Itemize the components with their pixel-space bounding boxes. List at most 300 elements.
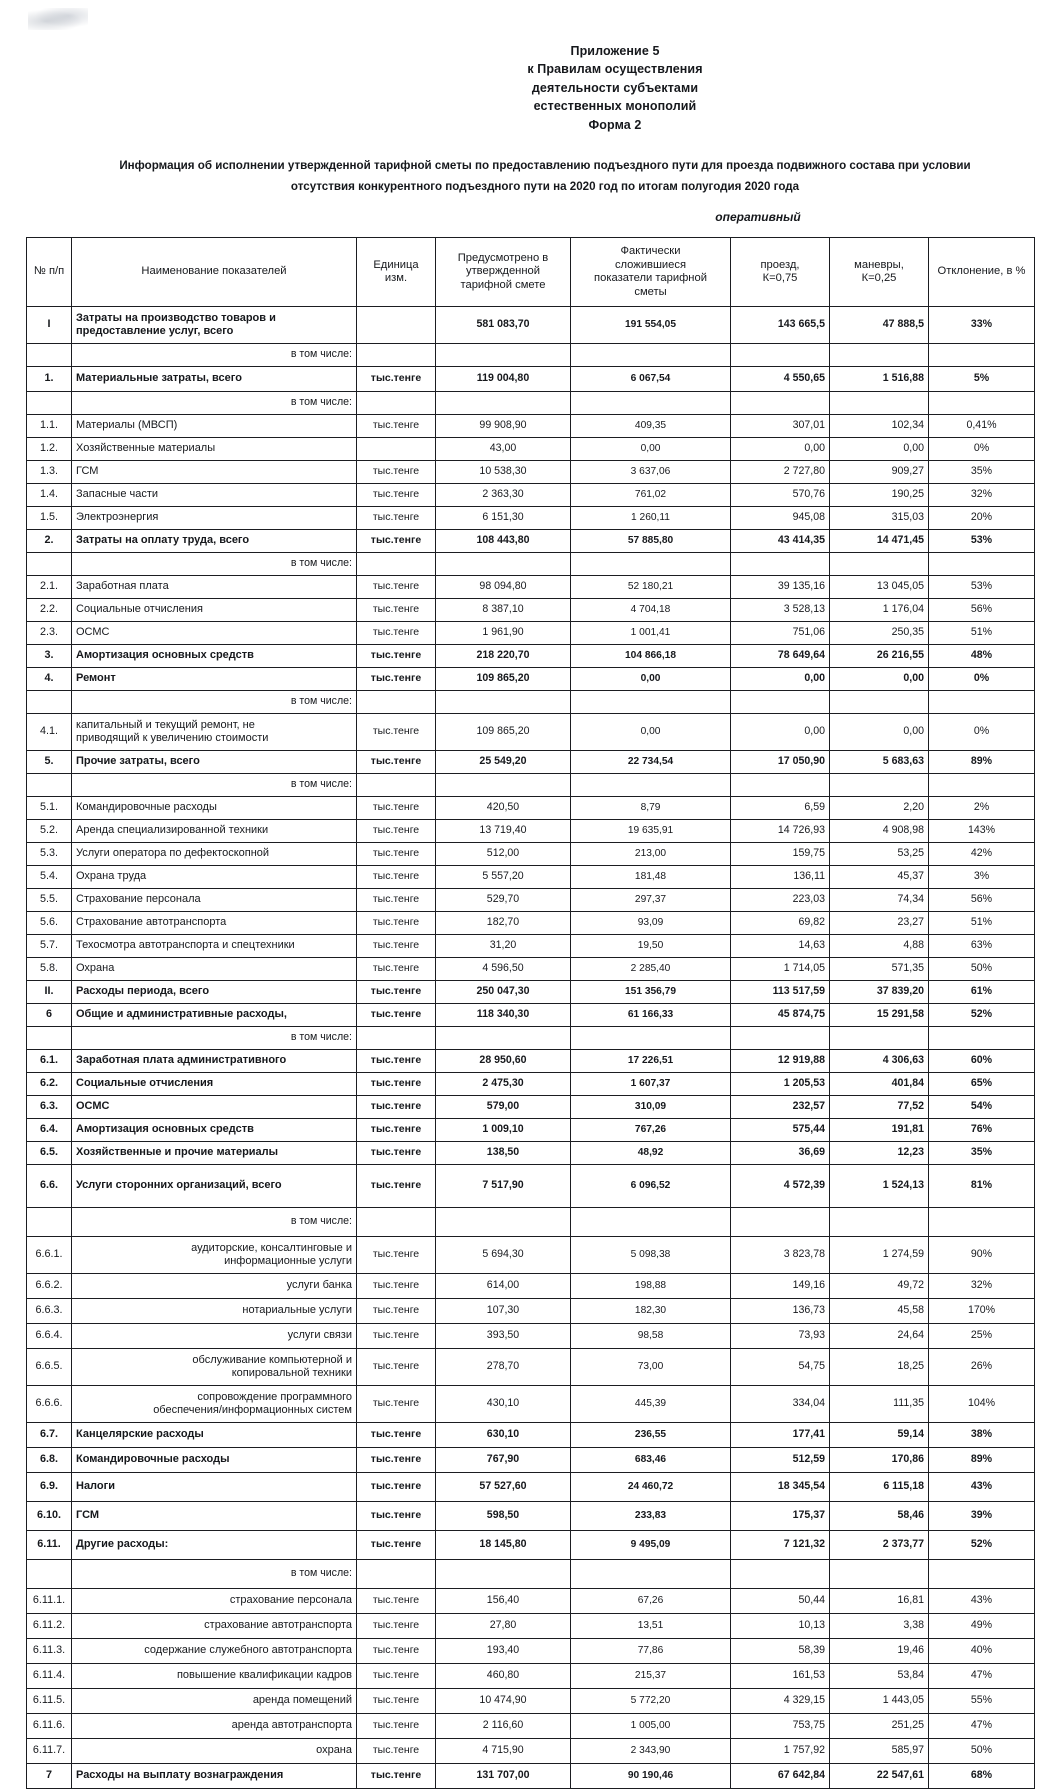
cell-unit: тыс.тенге: [357, 1237, 436, 1274]
table-row: [27, 889, 1035, 912]
cell-num: 6.11.: [27, 1531, 72, 1560]
cell-plan: 581 083,70: [436, 307, 571, 344]
cell-pass: 1 757,92: [731, 1739, 830, 1764]
cell-pass: 334,04: [731, 1386, 830, 1423]
table-row: [27, 1423, 1035, 1448]
cell-dev: 53%: [929, 530, 1035, 553]
cell-fact: 761,02: [571, 484, 731, 507]
cell-man: 4 306,63: [830, 1050, 929, 1073]
cell-name-line-1: сопровождение программного: [197, 1390, 352, 1403]
cell-pass: 0,00: [731, 714, 830, 751]
cell-name: охрана: [72, 1739, 357, 1764]
cell-dev: 0%: [929, 438, 1035, 461]
cell-dev: 52%: [929, 1531, 1035, 1560]
cell-man: 251,25: [830, 1714, 929, 1739]
cell-pass: 161,53: [731, 1664, 830, 1689]
cell-dev: 43%: [929, 1589, 1035, 1614]
table-row: [27, 912, 1035, 935]
cell-man: 22 547,61: [830, 1764, 929, 1789]
cell-pass: 570,76: [731, 484, 830, 507]
cell-name: Другие расходы:: [72, 1531, 357, 1560]
cell-pass: 12 919,88: [731, 1050, 830, 1073]
col-header-passage: [731, 238, 830, 307]
cell-fact: 236,55: [571, 1423, 731, 1448]
col-header-unit-line-1: Единица: [373, 258, 419, 271]
table-row: [27, 553, 1035, 576]
cell-pass: 45 874,75: [731, 1004, 830, 1027]
cell-num: [27, 1560, 72, 1589]
cell-plan: [436, 774, 571, 797]
cell-unit: тыс.тенге: [357, 367, 436, 392]
cell-unit: тыс.тенге: [357, 484, 436, 507]
cell-unit: тыс.тенге: [357, 1386, 436, 1423]
col-header-passage-line-1: проезд,: [760, 258, 800, 271]
cell-name: Прочие затраты, всего: [72, 751, 357, 774]
cell-man: 2,20: [830, 797, 929, 820]
table-row: [27, 1208, 1035, 1237]
cell-dev: 54%: [929, 1096, 1035, 1119]
cell-name: нотариальные услуги: [72, 1299, 357, 1324]
cell-dev: 51%: [929, 912, 1035, 935]
cell-name: Страхование автотранспорта: [72, 912, 357, 935]
cell-num: 5.1.: [27, 797, 72, 820]
cell-name: [72, 307, 357, 344]
cell-unit: тыс.тенге: [357, 576, 436, 599]
cell-num: [27, 392, 72, 415]
cell-plan: 460,80: [436, 1664, 571, 1689]
cell-num: 6.11.3.: [27, 1639, 72, 1664]
cell-pass: [731, 553, 830, 576]
cell-unit: тыс.тенге: [357, 1531, 436, 1560]
cell-pass: 751,06: [731, 622, 830, 645]
cell-unit: [357, 553, 436, 576]
cell-num: I: [27, 307, 72, 344]
cell-plan: 27,80: [436, 1614, 571, 1639]
cell-dev: 3%: [929, 866, 1035, 889]
cell-plan: 8 387,10: [436, 599, 571, 622]
cell-fact: [571, 1208, 731, 1237]
cell-pass: 307,01: [731, 415, 830, 438]
cell-num: 1.3.: [27, 461, 72, 484]
cell-dev: 43%: [929, 1473, 1035, 1502]
table-row: [27, 981, 1035, 1004]
cell-man: 45,58: [830, 1299, 929, 1324]
cell-name: Услуги оператора по дефектоскопной: [72, 843, 357, 866]
cell-dev: 32%: [929, 484, 1035, 507]
cell-plan: 10 474,90: [436, 1689, 571, 1714]
cell-name: Командировочные расходы: [72, 797, 357, 820]
cell-num: 3.: [27, 645, 72, 668]
cell-dev: [929, 774, 1035, 797]
cell-fact: 198,88: [571, 1274, 731, 1299]
cell-man: 1 516,88: [830, 367, 929, 392]
cell-unit: тыс.тенге: [357, 415, 436, 438]
col-header-actual-line-1: Фактически: [620, 245, 681, 257]
cell-fact: 445,39: [571, 1386, 731, 1423]
cell-pass: 58,39: [731, 1639, 830, 1664]
cell-plan: 4 596,50: [436, 958, 571, 981]
cell-man: 49,72: [830, 1274, 929, 1299]
cell-name: аренда помещений: [72, 1689, 357, 1714]
table-row: [27, 866, 1035, 889]
cell-num: 2.3.: [27, 622, 72, 645]
table-row: [27, 507, 1035, 530]
cell-pass: 4 329,15: [731, 1689, 830, 1714]
cell-plan: 28 950,60: [436, 1050, 571, 1073]
cell-fact: 48,92: [571, 1142, 731, 1165]
cell-man: 37 839,20: [830, 981, 929, 1004]
cell-pass: 7 121,32: [731, 1531, 830, 1560]
table-row: [27, 367, 1035, 392]
col-header-indicator-name: Наименование показателей: [72, 238, 357, 307]
table-row: [27, 1739, 1035, 1764]
cell-dev: 26%: [929, 1349, 1035, 1386]
table-row: [27, 797, 1035, 820]
cell-man: 111,35: [830, 1386, 929, 1423]
cell-name: в том числе:: [72, 1208, 357, 1237]
cell-pass: 149,16: [731, 1274, 830, 1299]
cell-fact: 52 180,21: [571, 576, 731, 599]
cell-pass: 50,44: [731, 1589, 830, 1614]
cell-unit: тыс.тенге: [357, 1639, 436, 1664]
cell-plan: 2 116,60: [436, 1714, 571, 1739]
cell-unit: тыс.тенге: [357, 1473, 436, 1502]
table-row: [27, 1614, 1035, 1639]
cell-unit: тыс.тенге: [357, 1119, 436, 1142]
cell-pass: 136,11: [731, 866, 830, 889]
cell-dev: 20%: [929, 507, 1035, 530]
cell-plan: 393,50: [436, 1324, 571, 1349]
cell-fact: [571, 1560, 731, 1589]
cell-dev: 170%: [929, 1299, 1035, 1324]
cell-man: 5 683,63: [830, 751, 929, 774]
cell-fact: 1 005,00: [571, 1714, 731, 1739]
table-row: [27, 1349, 1035, 1386]
cell-fact: 57 885,80: [571, 530, 731, 553]
cell-dev: 143%: [929, 820, 1035, 843]
cell-name: Электроэнергия: [72, 507, 357, 530]
cell-plan: 598,50: [436, 1502, 571, 1531]
cell-name: [72, 714, 357, 751]
cell-name: в том числе:: [72, 691, 357, 714]
col-header-planned-line-2: утвержденной: [465, 265, 541, 278]
cell-plan: 278,70: [436, 1349, 571, 1386]
cell-name-line-2: обеспечения/информационных систем: [153, 1404, 352, 1416]
table-row: [27, 1473, 1035, 1502]
cell-pass: 1 205,53: [731, 1073, 830, 1096]
cell-unit: тыс.тенге: [357, 1589, 436, 1614]
cell-pass: 175,37: [731, 1502, 830, 1531]
cell-plan: 579,00: [436, 1096, 571, 1119]
cell-name: услуги связи: [72, 1324, 357, 1349]
cell-unit: тыс.тенге: [357, 668, 436, 691]
cell-plan: 512,00: [436, 843, 571, 866]
cell-fact: 93,09: [571, 912, 731, 935]
cell-num: 1.4.: [27, 484, 72, 507]
cell-pass: 945,08: [731, 507, 830, 530]
cell-man: 26 216,55: [830, 645, 929, 668]
col-header-number: № п/п: [27, 238, 72, 307]
cell-name: Социальные отчисления: [72, 599, 357, 622]
cell-dev: 104%: [929, 1386, 1035, 1423]
cell-fact: [571, 392, 731, 415]
table-row: [27, 774, 1035, 797]
cell-pass: 36,69: [731, 1142, 830, 1165]
col-header-actual-line-3: показатели тарифной: [594, 272, 707, 284]
page-title-line-1: Информация об исполнении утвержденной тарифной сметы по предоставлению подъездного пути для проезда подвижного состава при условии: [119, 159, 971, 172]
cell-man: 74,34: [830, 889, 929, 912]
cell-dev: 2%: [929, 797, 1035, 820]
cell-name: услуги банка: [72, 1274, 357, 1299]
col-header-unit-line-2: изм.: [384, 272, 408, 284]
cell-unit: тыс.тенге: [357, 1165, 436, 1208]
cell-name: в том числе:: [72, 553, 357, 576]
cell-plan: 109 865,20: [436, 668, 571, 691]
cell-unit: тыс.тенге: [357, 843, 436, 866]
cell-dev: 5%: [929, 367, 1035, 392]
cell-unit: [357, 1027, 436, 1050]
cell-man: 12,23: [830, 1142, 929, 1165]
cell-fact: 5 772,20: [571, 1689, 731, 1714]
cell-man: 909,27: [830, 461, 929, 484]
cell-pass: 78 649,64: [731, 645, 830, 668]
cell-unit: тыс.тенге: [357, 1689, 436, 1714]
cell-num: 6.11.4.: [27, 1664, 72, 1689]
cell-unit: тыс.тенге: [357, 1073, 436, 1096]
cell-fact: 61 166,33: [571, 1004, 731, 1027]
cell-fact: 73,00: [571, 1349, 731, 1386]
cell-pass: 2 727,80: [731, 461, 830, 484]
cell-unit: тыс.тенге: [357, 889, 436, 912]
cell-num: 5.5.: [27, 889, 72, 912]
cell-man: 19,46: [830, 1639, 929, 1664]
cell-fact: [571, 1027, 731, 1050]
cell-unit: тыс.тенге: [357, 530, 436, 553]
cell-man: [830, 1027, 929, 1050]
cell-pass: 753,75: [731, 1714, 830, 1739]
cell-plan: [436, 553, 571, 576]
cell-name: ГСМ: [72, 461, 357, 484]
cell-name: Расходы периода, всего: [72, 981, 357, 1004]
cell-name: Хозяйственные и прочие материалы: [72, 1142, 357, 1165]
cell-dev: 35%: [929, 461, 1035, 484]
cell-pass: [731, 1208, 830, 1237]
table-row: [27, 645, 1035, 668]
cell-fact: 191 554,05: [571, 307, 731, 344]
cell-man: 13 045,05: [830, 576, 929, 599]
cell-plan: 108 443,80: [436, 530, 571, 553]
cell-plan: 2 475,30: [436, 1073, 571, 1096]
cell-dev: 89%: [929, 1448, 1035, 1473]
table-row: [27, 1096, 1035, 1119]
cell-plan: 31,20: [436, 935, 571, 958]
cell-pass: 54,75: [731, 1349, 830, 1386]
cell-fact: 1 607,37: [571, 1073, 731, 1096]
cell-fact: 22 734,54: [571, 751, 731, 774]
cell-unit: [357, 1208, 436, 1237]
cell-plan: 529,70: [436, 889, 571, 912]
cell-dev: [929, 691, 1035, 714]
cell-fact: 4 704,18: [571, 599, 731, 622]
cell-plan: 10 538,30: [436, 461, 571, 484]
cell-dev: 47%: [929, 1664, 1035, 1689]
cell-num: 1.5.: [27, 507, 72, 530]
cell-fact: 0,00: [571, 668, 731, 691]
cell-fact: 19,50: [571, 935, 731, 958]
cell-pass: 17 050,90: [731, 751, 830, 774]
cell-pass: 0,00: [731, 668, 830, 691]
cell-unit: тыс.тенге: [357, 1274, 436, 1299]
col-header-planned-line-3: тарифной смете: [460, 278, 546, 291]
cell-pass: 6,59: [731, 797, 830, 820]
cell-unit: [357, 392, 436, 415]
cell-man: 6 115,18: [830, 1473, 929, 1502]
cell-man: 170,86: [830, 1448, 929, 1473]
cell-num: 5.6.: [27, 912, 72, 935]
cell-man: [830, 1560, 929, 1589]
table-row: [27, 438, 1035, 461]
cell-name: в том числе:: [72, 774, 357, 797]
cell-man: 2 373,77: [830, 1531, 929, 1560]
scan-artifact: [28, 8, 88, 30]
cell-unit: [357, 307, 436, 344]
cell-name: Охрана труда: [72, 866, 357, 889]
cell-name: [72, 1349, 357, 1386]
cell-name-line-2: информационные услуги: [224, 1255, 352, 1267]
cell-plan: 119 004,80: [436, 367, 571, 392]
cell-dev: 51%: [929, 622, 1035, 645]
table-row: [27, 344, 1035, 367]
cell-man: 77,52: [830, 1096, 929, 1119]
cell-man: 0,00: [830, 668, 929, 691]
cell-name-line-2: предоставление услуг, всего: [76, 325, 234, 337]
cell-name: в том числе:: [72, 392, 357, 415]
cell-unit: тыс.тенге: [357, 1614, 436, 1639]
cell-unit: тыс.тенге: [357, 958, 436, 981]
cell-num: 5.4.: [27, 866, 72, 889]
cell-fact: 0,00: [571, 438, 731, 461]
cell-pass: [731, 392, 830, 415]
table-row: [27, 958, 1035, 981]
table-row: [27, 691, 1035, 714]
cell-unit: тыс.тенге: [357, 1050, 436, 1073]
cell-unit: тыс.тенге: [357, 507, 436, 530]
cell-name: Социальные отчисления: [72, 1073, 357, 1096]
cell-fact: 767,26: [571, 1119, 731, 1142]
cell-man: 15 291,58: [830, 1004, 929, 1027]
tariff-estimate-table: [26, 237, 1035, 1789]
cell-man: 1 274,59: [830, 1237, 929, 1274]
cell-fact: 13,51: [571, 1614, 731, 1639]
cell-plan: 118 340,30: [436, 1004, 571, 1027]
cell-unit: тыс.тенге: [357, 1324, 436, 1349]
cell-name: Охрана: [72, 958, 357, 981]
cell-unit: тыс.тенге: [357, 461, 436, 484]
cell-name: Расходы на выплату вознаграждения: [72, 1764, 357, 1789]
cell-pass: [731, 774, 830, 797]
table-row: [27, 1324, 1035, 1349]
cell-name: [72, 1386, 357, 1423]
cell-name: содержание служебного автотранспорта: [72, 1639, 357, 1664]
cell-plan: 107,30: [436, 1299, 571, 1324]
cell-plan: 1 009,10: [436, 1119, 571, 1142]
cell-plan: 25 549,20: [436, 751, 571, 774]
table-row: [27, 1027, 1035, 1050]
cell-fact: 233,83: [571, 1502, 731, 1531]
cell-dev: 39%: [929, 1502, 1035, 1531]
table-row: [27, 1237, 1035, 1274]
cell-fact: 2 343,90: [571, 1739, 731, 1764]
cell-man: [830, 553, 929, 576]
cell-unit: тыс.тенге: [357, 1739, 436, 1764]
cell-num: 6.6.: [27, 1165, 72, 1208]
annex-line-4: естественных монополий: [533, 99, 697, 114]
cell-pass: 43 414,35: [731, 530, 830, 553]
cell-plan: 182,70: [436, 912, 571, 935]
table-row: [27, 1165, 1035, 1208]
cell-pass: [731, 344, 830, 367]
cell-fact: 5 098,38: [571, 1237, 731, 1274]
cell-fact: 24 460,72: [571, 1473, 731, 1502]
cell-man: 47 888,5: [830, 307, 929, 344]
cell-man: 18,25: [830, 1349, 929, 1386]
cell-unit: тыс.тенге: [357, 714, 436, 751]
table-row: [27, 1386, 1035, 1423]
cell-name: [72, 1237, 357, 1274]
cell-name: аренда автотранспорта: [72, 1714, 357, 1739]
table-row: [27, 820, 1035, 843]
cell-name-line-2: копировальной техники: [231, 1367, 352, 1379]
table-row: [27, 1589, 1035, 1614]
cell-plan: 57 527,60: [436, 1473, 571, 1502]
cell-num: 1.1.: [27, 415, 72, 438]
cell-fact: 151 356,79: [571, 981, 731, 1004]
cell-plan: 767,90: [436, 1448, 571, 1473]
cell-man: 58,46: [830, 1502, 929, 1531]
cell-man: 102,34: [830, 415, 929, 438]
cell-plan: 138,50: [436, 1142, 571, 1165]
cell-plan: 98 094,80: [436, 576, 571, 599]
page-title: [50, 155, 1040, 197]
cell-unit: тыс.тенге: [357, 1299, 436, 1324]
table-row: [27, 1274, 1035, 1299]
cell-fact: 0,00: [571, 714, 731, 751]
cell-num: 5.: [27, 751, 72, 774]
cell-name: Услуги сторонних организаций, всего: [72, 1165, 357, 1208]
cell-name-line-1: аудиторские, консалтинговые и: [191, 1241, 352, 1254]
cell-man: 53,25: [830, 843, 929, 866]
cell-unit: [357, 1560, 436, 1589]
cell-dev: 63%: [929, 935, 1035, 958]
table-row: [27, 576, 1035, 599]
table-row: [27, 1502, 1035, 1531]
cell-fact: 182,30: [571, 1299, 731, 1324]
cell-fact: 3 637,06: [571, 461, 731, 484]
cell-man: 0,00: [830, 714, 929, 751]
table-row: [27, 1073, 1035, 1096]
table-row: [27, 530, 1035, 553]
cell-fact: 310,09: [571, 1096, 731, 1119]
cell-num: [27, 1027, 72, 1050]
cell-num: 6.11.1.: [27, 1589, 72, 1614]
cell-dev: 47%: [929, 1714, 1035, 1739]
cell-pass: 3 528,13: [731, 599, 830, 622]
cell-num: 6.10.: [27, 1502, 72, 1531]
cell-man: 571,35: [830, 958, 929, 981]
cell-pass: 14 726,93: [731, 820, 830, 843]
cell-dev: [929, 553, 1035, 576]
annex-line-3: деятельности субъектами: [531, 80, 699, 95]
